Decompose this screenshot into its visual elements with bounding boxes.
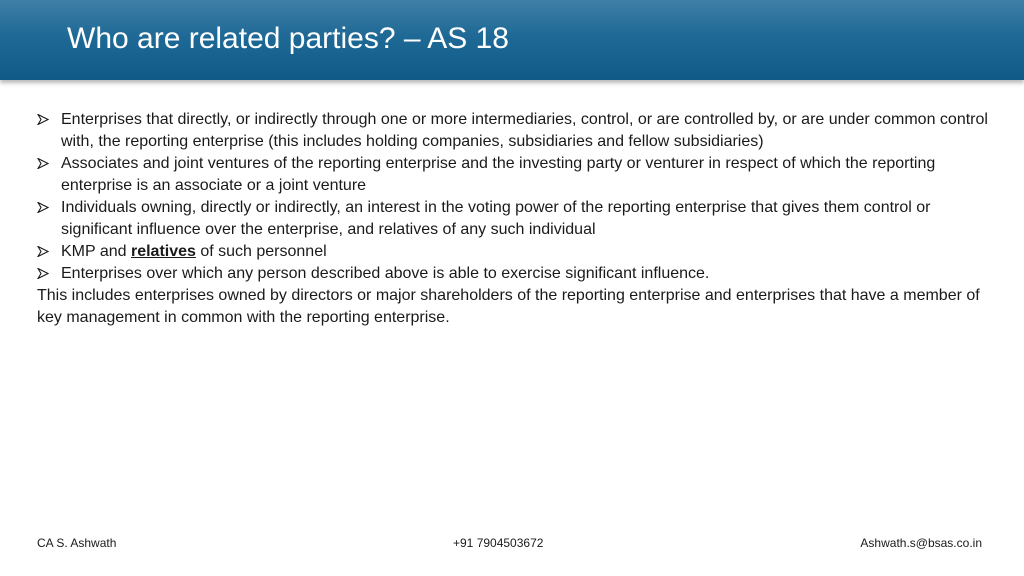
arrow-bullet-icon xyxy=(37,153,53,169)
arrow-bullet-icon xyxy=(37,109,53,125)
relatives-link[interactable]: relatives xyxy=(130,243,196,260)
bullet-item xyxy=(37,241,997,263)
title-bar xyxy=(0,0,1024,80)
bullet-item xyxy=(37,153,997,197)
footer-email: Ashwath.s@bsas.co.in xyxy=(860,536,982,550)
bullet-text: Associates and joint ventures of the reporting enterprise and the investing party or venturer in respect of which the reporting enterprise is an associate or a joint venture xyxy=(61,155,936,194)
slide-title: Who are related parties? – AS 18 xyxy=(67,22,509,55)
footer-phone: +91 7904503672 xyxy=(453,536,544,550)
arrow-bullet-icon xyxy=(37,263,53,279)
footer-name: CA S. Ashwath xyxy=(37,536,117,550)
arrow-bullet-icon xyxy=(37,241,53,257)
bullet-item xyxy=(37,263,997,285)
bullet-item xyxy=(37,109,997,153)
note-paragraph: This includes enterprises owned by directors or major shareholders of the reporting enterprise and enterprises that have a member of key management in common with the reporting enterprise. xyxy=(37,287,980,326)
bullet-text: Enterprises over which any person described above is able to exercise significant influence. xyxy=(61,265,710,282)
bullet-text: Individuals owning, directly or indirectly, an interest in the voting power of the reporting enterprise that gives them control or significant influence over the enterprise, and relatives of any such individual xyxy=(61,199,931,238)
bullet-text-suffix: of such personnel xyxy=(195,243,327,260)
slide-content xyxy=(37,109,997,329)
arrow-bullet-icon xyxy=(37,197,53,213)
bullet-text-prefix: KMP and xyxy=(61,243,131,260)
bullet-item xyxy=(37,197,997,241)
bullet-text: Enterprises that directly, or indirectly through one or more intermediaries, control, or are controlled by, or are under common control with, the reporting enterprise (this includes holding companies, subsidiaries and fellow subsidiaries) xyxy=(61,111,988,150)
